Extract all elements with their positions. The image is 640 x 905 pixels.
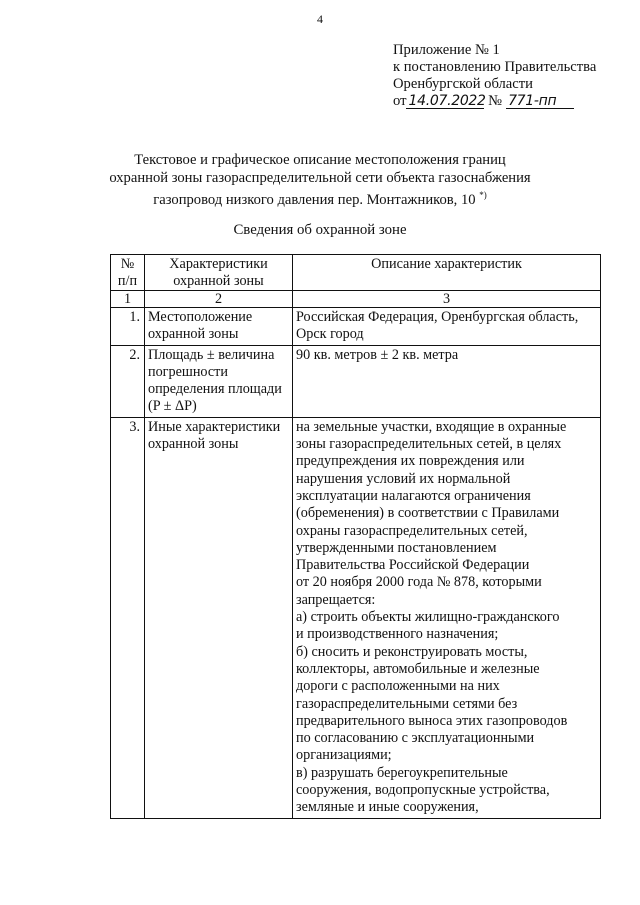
header-characteristics: Характеристики охранной зоны	[145, 255, 293, 291]
column-number-1: 1	[111, 291, 145, 308]
document-title	[0, 152, 640, 209]
number-prefix: №	[488, 93, 503, 109]
handwritten-number: 771-пп	[506, 94, 574, 109]
protection-zone-table	[110, 254, 601, 819]
row-number: 1.	[111, 308, 145, 346]
row-number: 3.	[111, 417, 145, 818]
appendix-region: Оренбургской области	[393, 76, 533, 92]
header-description: Описание характеристик	[293, 255, 601, 291]
row-description: на земельные участки, входящие в охранные зоны газораспределительных сетей, в целях предупреждения их повреждения или нарушения условий их нормальной эксплуатации налагаются ограничения (обременения) в соответствии с Правилами охраны газораспределительных сетей, утвержденными постановлением Правительства Российской Федерации от 20 ноября 2000 года № 878, которыми запрещается: а) строить объекты жилищно-гражданского и производственного назначения; б) сносить и реконструировать мосты, коллекторы, автомобильные и железные дороги с расположенными на них газораспределительными сетями без предварительного выноса этих газопроводов по согласованию с эксплуатационными организациями; в) разрушать берегоукрепительные сооружения, водопропускные устройства, земляные и иные сооружения,	[293, 417, 601, 818]
table-row	[111, 308, 601, 346]
date-prefix: от	[393, 93, 407, 109]
table-row	[111, 345, 601, 417]
row-characteristic: Площадь ± величина погрешности определения площади (P ± ΔP)	[145, 345, 293, 417]
footnote-mark: *)	[479, 190, 487, 200]
row-description: 90 кв. метров ± 2 кв. метра	[293, 345, 601, 417]
row-characteristic: Иные характеристики охранной зоны	[145, 417, 293, 818]
section-subtitle: Сведения об охранной зоне	[233, 222, 407, 238]
page-number: 4	[317, 12, 323, 26]
handwritten-date: 14.07.2022	[408, 93, 486, 109]
row-description: Российская Федерация, Оренбургская область, Орск город	[293, 308, 601, 346]
title-line-1: Текстовое и графическое описание местоположения границ	[134, 152, 506, 168]
title-line-2: охранной зоны газораспределительной сети объекта газоснабжения	[109, 169, 531, 186]
table-row	[111, 417, 601, 818]
table-header-row	[111, 255, 601, 291]
header-number: № п/п	[111, 255, 145, 291]
row-number: 2.	[111, 345, 145, 417]
appendix-date-line	[393, 93, 596, 110]
row-characteristic: Местоположение охранной зоны	[145, 308, 293, 346]
title-line-3	[0, 187, 640, 209]
column-number-3: 3	[293, 291, 601, 308]
appendix-title: Приложение № 1	[393, 42, 500, 58]
title-line-3-text: газопровод низкого давления пер. Монтажников, 10	[153, 191, 476, 208]
appendix-header	[393, 42, 596, 110]
appendix-resolution: к постановлению Правительства	[393, 59, 597, 75]
column-number-row	[111, 291, 601, 308]
column-number-2: 2	[145, 291, 293, 308]
